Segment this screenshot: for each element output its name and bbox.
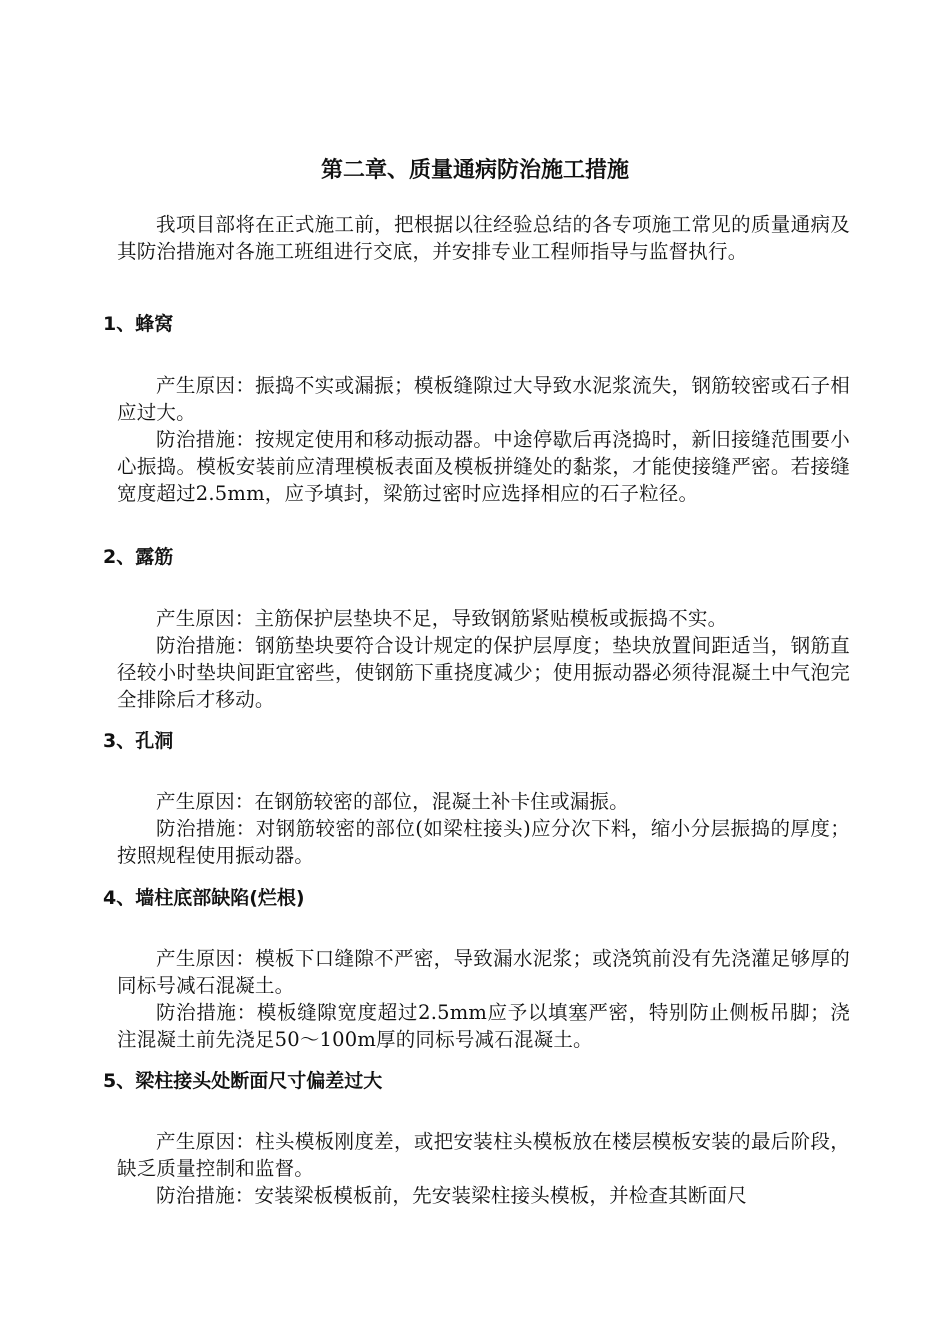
- section-heading-5: 5、梁柱接头处断面尺寸偏差过大: [103, 1070, 383, 1092]
- section-heading-4: 4、墙柱底部缺陷(烂根): [103, 887, 305, 909]
- section-5-cause: 产生原因：柱头模板刚度差，或把安装柱头模板放在楼层模板安装的最后阶段，缺乏质量控制和监督。: [117, 1130, 850, 1180]
- section-heading-2: 2、露筋: [103, 546, 174, 568]
- section-4-measure: 防治措施：模板缝隙宽度超过2.5mm应予以填塞严密，特别防止侧板吊脚；浇注混凝土前先浇足50～100m厚的同标号减石混凝土。: [117, 1001, 850, 1051]
- page-title: 第二章、质量通病防治施工措施: [320, 158, 629, 183]
- section-heading-3: 3、孔洞: [103, 730, 174, 752]
- section-4-cause: 产生原因：模板下口缝隙不严密，导致漏水泥浆；或浇筑前没有先浇灌足够厚的同标号减石混凝土。: [117, 947, 850, 997]
- section-1-cause: 产生原因：振捣不实或漏振；模板缝隙过大导致水泥浆流失，钢筋较密或石子相应过大。: [117, 374, 850, 424]
- section-heading-1: 1、蜂窝: [103, 313, 174, 335]
- section-3-cause: 产生原因：在钢筋较密的部位，混凝土补卡住或漏振。: [156, 790, 629, 813]
- section-3-measure: 防治措施：对钢筋较密的部位(如梁柱接头)应分次下料，缩小分层振捣的厚度；按照规程使用振动器。: [117, 817, 850, 867]
- section-2-measure: 防治措施：钢筋垫块要符合设计规定的保护层厚度；垫块放置间距适当，钢筋直径较小时垫块间距宜密些，使钢筋下重挠度减少；使用振动器必须待混凝土中气泡完全排除后才移动。: [117, 634, 850, 711]
- section-1-measure: 防治措施：按规定使用和移动振动器。中途停歇后再浇捣时，新旧接缝范围要小心振捣。模板安装前应清理模板表面及模板拼缝处的黏浆，才能使接缝严密。若接缝宽度超过2.5mm，应予填封，梁筋过密时应选择相应的石子粒径。: [117, 428, 850, 505]
- section-5-measure: 防治措施：安装梁板模板前，先安装梁柱接头模板，并检查其断面尺: [156, 1184, 748, 1207]
- intro-paragraph: 我项目部将在正式施工前，把根据以往经验总结的各专项施工常见的质量通病及其防治措施对各施工班组进行交底，并安排专业工程师指导与监督执行。: [117, 213, 850, 263]
- section-2-cause: 产生原因：主筋保护层垫块不足，导致钢筋紧贴模板或振捣不实。: [156, 607, 728, 630]
